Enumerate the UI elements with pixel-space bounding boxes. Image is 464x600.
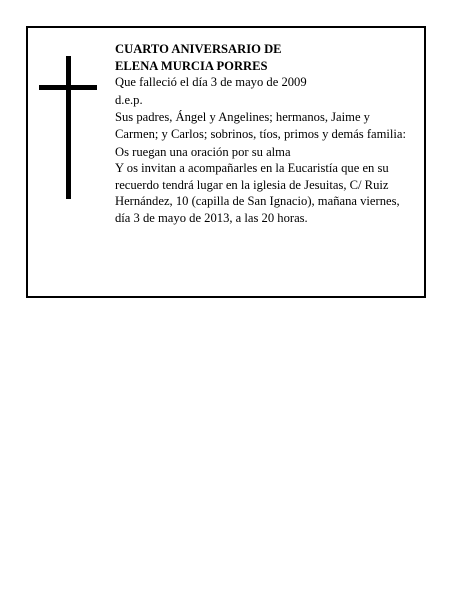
obituary-notice: [26, 26, 426, 298]
death-date: Que falleció el día 3 de mayo de 2009: [115, 75, 307, 90]
cross-horizontal-bar: [39, 85, 97, 90]
title-line-2: ELENA MURCIA PORRES: [115, 58, 268, 73]
title-line-1: CUARTO ANIVERSARIO DE: [115, 42, 282, 56]
mass-invitation: Y os invitan a acompañarles en la Eucaristía que en su recuerdo tendrá lugar en la iglesia de Jesuitas, C/ Ruiz Hernández, 10 (capilla de San Ignacio), mañana viernes, día 3 de mayo de 2013, a las 20 horas.: [115, 161, 400, 225]
notice-title: [115, 41, 415, 74]
cross-vertical-bar: [66, 56, 71, 199]
prayer-request: Os ruegan una oración por su alma: [115, 144, 291, 159]
family-members: Sus padres, Ángel y Angelines; hermanos, Jaime y Carmen; y Carlos; sobrinos, tíos, primos y demás familia:: [115, 110, 407, 141]
notice-text: [115, 41, 415, 228]
dep-abbreviation: d.e.p.: [115, 92, 143, 107]
